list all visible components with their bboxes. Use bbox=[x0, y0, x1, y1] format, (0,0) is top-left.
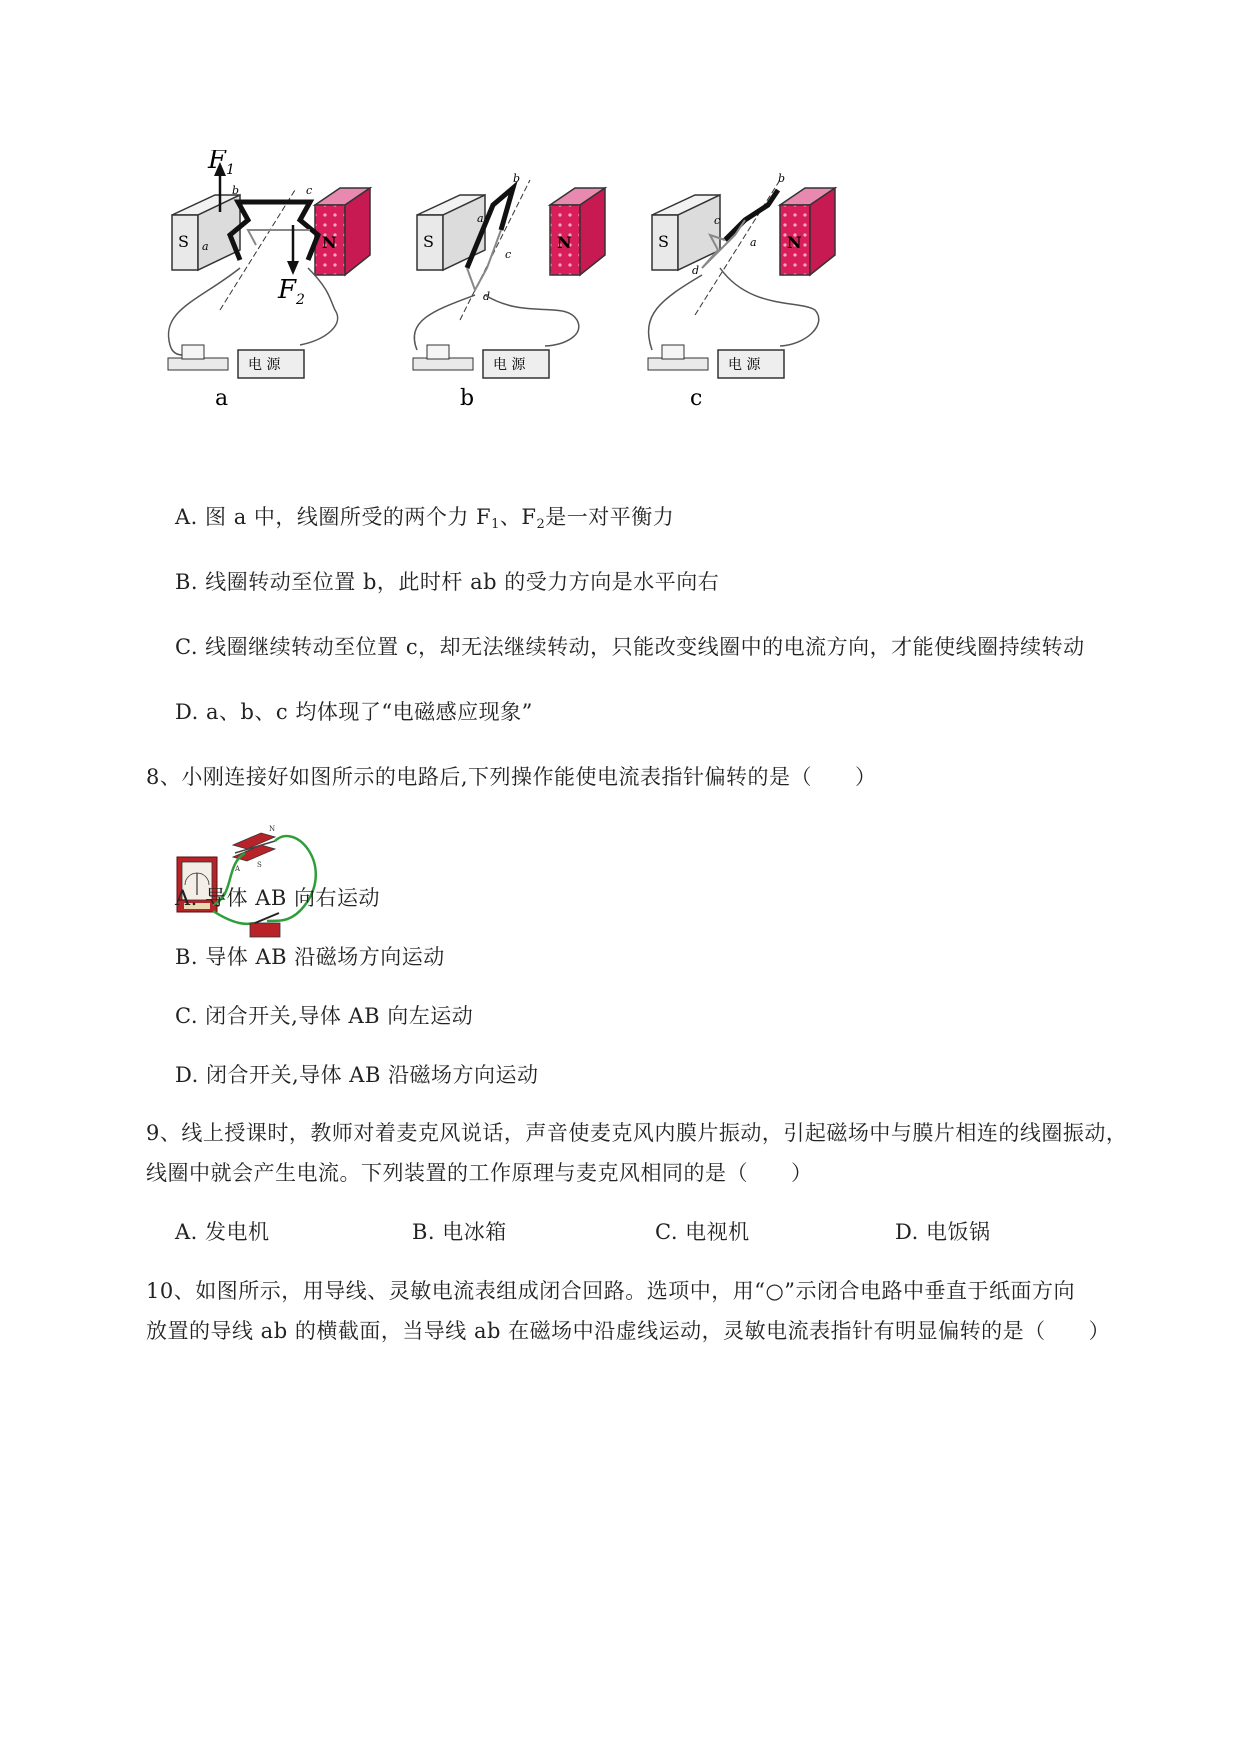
q8-option-d: D. 闭合开关,导体 AB 沿磁场方向运动 bbox=[175, 1063, 539, 1087]
corner-b-label: b bbox=[232, 184, 240, 197]
panel-a bbox=[168, 150, 370, 411]
magnet-n-label: N bbox=[322, 233, 337, 252]
corner-a-label: a bbox=[202, 240, 209, 253]
svg-text:S: S bbox=[257, 861, 262, 869]
q7-option-d: D. a、b、c 均体现了“电磁感应现象” bbox=[175, 700, 533, 724]
q9-option-c: C. 电视机 bbox=[655, 1220, 750, 1244]
corner-c-label: c bbox=[714, 214, 721, 227]
magnet-s-label: S bbox=[658, 232, 669, 251]
panel-b-label: b bbox=[460, 386, 475, 411]
q9-stem-line1: 9、线上授课时，教师对着麦克风说话，声音使麦克风内膜片振动，引起磁场中与膜片相连的线圈振动， bbox=[146, 1121, 1128, 1145]
q7-option-b: B. 线圈转动至位置 b，此时杆 ab 的受力方向是水平向右 bbox=[175, 570, 720, 594]
corner-a-label: a bbox=[477, 212, 484, 225]
svg-text:N: N bbox=[269, 825, 276, 833]
q9-options-row bbox=[175, 1217, 1075, 1247]
force-f2-label: $F_2$ bbox=[278, 275, 305, 308]
corner-b-label: b bbox=[513, 172, 521, 185]
power-source-label: 电 源 bbox=[728, 357, 761, 373]
force-f1-label: $F_1$ bbox=[208, 150, 235, 178]
q9-option-a: A. 发电机 bbox=[175, 1220, 270, 1244]
q8-option-b: B. 导体 AB 沿磁场方向运动 bbox=[175, 945, 445, 969]
q9-option-b: B. 电冰箱 bbox=[412, 1220, 507, 1244]
panel-c bbox=[648, 172, 835, 411]
svg-text:A: A bbox=[235, 865, 241, 873]
panel-c-label: c bbox=[690, 386, 703, 411]
panel-b bbox=[413, 172, 605, 411]
corner-c-label: c bbox=[505, 248, 512, 261]
q7-option-a: A. 图 a 中，线圈所受的两个力 $F_1$、$F_2$是一对平衡力 bbox=[175, 505, 675, 532]
corner-d-label: d bbox=[483, 290, 491, 303]
q7-option-c: C. 线圈继续转动至位置 c，却无法继续转动，只能改变线圈中的电流方向，才能使线圈持续转动 bbox=[175, 635, 1085, 659]
q8-option-a: A. 导体 AB 向右运动 bbox=[175, 886, 380, 910]
q9-stem-line2: 线圈中就会产生电流。下列装置的工作原理与麦克风相同的是（ ） bbox=[146, 1161, 813, 1185]
q8-option-c: C. 闭合开关,导体 AB 向左运动 bbox=[175, 1004, 474, 1028]
corner-b-label: b bbox=[778, 172, 786, 185]
q10-stem-line1: 10、如图所示，用导线、灵敏电流表组成闭合回路。选项中，用“○”示闭合电路中垂直于纸面方向 bbox=[146, 1279, 1076, 1303]
corner-a-label: a bbox=[750, 236, 757, 249]
magnet-n-label: N bbox=[787, 233, 802, 252]
magnet-n-label: N bbox=[557, 233, 572, 252]
power-source-label: 电 源 bbox=[248, 357, 281, 373]
power-source-label: 电 源 bbox=[493, 357, 526, 373]
magnet-s-label: S bbox=[178, 232, 189, 251]
panel-a-label: a bbox=[215, 386, 229, 411]
q10-stem-line2: 放置的导线 ab 的横截面，当导线 ab 在磁场中沿虚线运动，灵敏电流表指针有明显偏转的是（ ） bbox=[146, 1319, 1111, 1343]
motor-coil-figure bbox=[160, 150, 880, 450]
q8-stem: 8、小刚连接好如图所示的电路后,下列操作能使电流表指针偏转的是（ ） bbox=[146, 765, 877, 789]
magnet-s-label: S bbox=[423, 232, 434, 251]
q9-option-d: D. 电饭锅 bbox=[895, 1220, 991, 1244]
corner-d-label: d bbox=[692, 264, 700, 277]
corner-c-label: c bbox=[306, 184, 313, 197]
